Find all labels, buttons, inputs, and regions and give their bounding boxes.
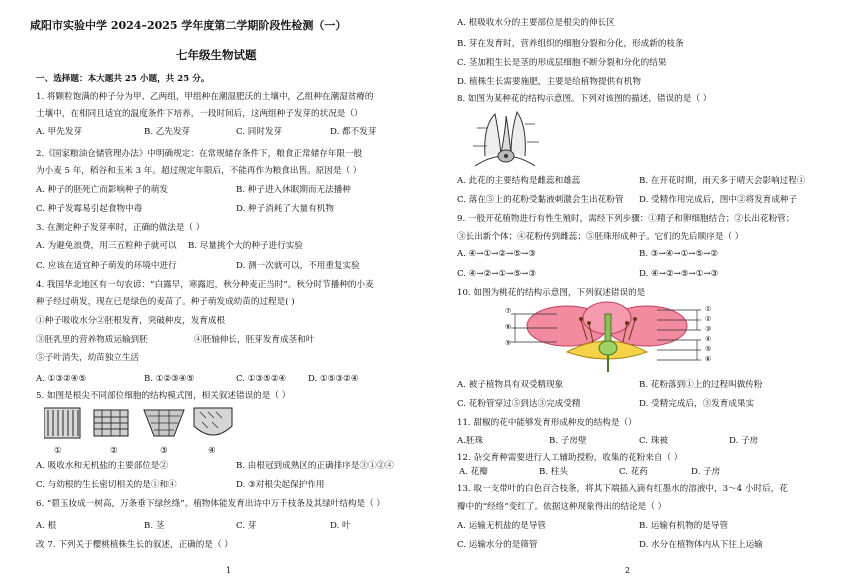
q12-option: C. 花药 [619, 467, 648, 477]
q9-stem: ③长出新个体；④花粉传到雌蕊；⑤胚珠形成种子。它们的先后顺序是（ ） [457, 232, 744, 242]
exam-title: 咸阳市实验中学 2024–2025 学年度第二学期阶段性检测（一） [30, 19, 347, 32]
q1-stem: 土壤中，在相同且适宜的温度条件下培养，一段时间后，这两组种子发芽的状况是（） [36, 109, 363, 119]
q8-option: C. 落在⑤上的花粉受黏液刺激会生出花粉管 [457, 195, 624, 205]
root-cell-4 [194, 408, 232, 435]
q11-option: D. 子房 [729, 436, 759, 446]
q1-stem: 1. 将颗粒饱满的种子分为甲、乙两组，甲组种在潮湿肥沃的土壤中，乙组种在潮湿贫瘠的 [36, 92, 374, 102]
q7-option: C. 茎加粗生长是茎的形成层细胞不断分裂和分化的结果 [457, 58, 667, 68]
q6-option: C. 芽 [236, 521, 257, 531]
q10-option: D. 受精完成后，③发育成果实 [639, 399, 755, 409]
q11-option: B. 子房壁 [549, 436, 587, 446]
q6-option: A. 根 [36, 521, 57, 531]
q9-stem: 9. 一般开花植物进行有性生殖时，需经下列步骤：①精子和卵细胞结合；②长出花粉管； [457, 214, 795, 224]
q1-option: C. 同时发芽 [236, 127, 283, 137]
q12-option: A. 花瓣 [459, 467, 488, 477]
flower-structure-figure [465, 106, 547, 172]
section-heading: 一、选择题：本大题共 25 小题，共 25 分。 [36, 74, 210, 84]
q3-option: C. 应该在适宜种子萌发的环境中进行 [36, 261, 177, 271]
q7-option: D. 植株生长需要施肥，主要是给植物提供有机物 [457, 77, 641, 87]
q8-option: A. 此花的主要结构是雌蕊和雄蕊 [457, 176, 581, 186]
q13-option: B. 运输有机物的是导管 [639, 521, 729, 531]
q5-option: A. 吸收水和无机盐的主要部位是② [36, 461, 168, 471]
q10-stem: 10. 如图为桃花的结构示意图，下列叙述错误的是 [457, 288, 646, 298]
q3-option: B. 尽量挑个大的种子进行实验 [188, 241, 303, 251]
q3-stem: 3. 在测定种子发芽率时，正确的做法是（ ） [36, 223, 205, 233]
q11-option: C. 珠被 [639, 436, 668, 446]
root-cell-2 [94, 410, 128, 436]
figure-label: ④ [705, 335, 712, 343]
q13-stem: 13. 取一支带叶的白色百合枝条，将其下端插入滴有红墨水的溶液中，3～4 小时后，花 [457, 484, 788, 494]
q4-stem: 4. 我国华北地区有一句农谚：“白露早，寒露迟，秋分种麦正当时”。秋分时节播种的小麦 [36, 280, 374, 290]
q12-option: D. 子房 [691, 467, 721, 477]
q4-stem: 种子经过萌发，现在已是绿色的麦苗了。种子萌发成幼苗的过程是( ) [36, 297, 295, 307]
q9-option: C. ④→②→①→⑤→③ [457, 269, 537, 279]
page-number: 1 [226, 566, 232, 575]
q4-option: B. ①②③④⑤ [144, 374, 195, 384]
q4-item: ⑤子叶消失，幼苗独立生活 [36, 353, 140, 363]
figure-label: ③ [160, 446, 168, 456]
q7-stem: 改 7. 下列关于樱桃植株生长的叙述，正确的是（ ） [36, 540, 233, 550]
q8-option: D. 受精作用完成后，图中②将发育成种子 [639, 195, 798, 205]
q9-option: A. ④→①→②→⑤→③ [457, 249, 536, 259]
q2-option: A. 种子的胚死亡而影响种子的萌发 [36, 185, 168, 195]
q3-option: D. 测一次就可以，不用重复实验 [236, 261, 360, 271]
figure-label: ② [110, 446, 118, 456]
figure-label: ⑨ [505, 339, 512, 347]
q4-option: D. ①⑤③②④ [308, 374, 359, 384]
q7-option: A. 根吸收水分的主要部位是根尖的伸长区 [457, 18, 615, 28]
q5-option: B. 由根冠到成熟区的正确排序是③①②④ [236, 461, 394, 471]
q13-option: A. 运输无机盐的是导管 [457, 521, 547, 531]
page-number: 2 [625, 566, 631, 575]
root-cells-figure [44, 406, 234, 446]
q1-option: A. 甲先发芽 [36, 127, 83, 137]
q5-option: D. ③对根尖起保护作用 [236, 480, 325, 490]
figure-label: ⑧ [505, 323, 512, 331]
figure-label: ⑦ [505, 307, 512, 315]
q13-stem: 瓣中的“经络”变红了。依据这种现象得出的结论是（ ） [457, 502, 667, 512]
figure-label: ⑥ [705, 355, 712, 363]
figure-label: ① [705, 305, 712, 313]
q2-option: C. 种子发霉易引起食物中毒 [36, 204, 143, 214]
q6-stem: 6. “碧玉妆成一树高，万条垂下绿丝绦”。植物体能发育出诗中万千枝条及其绿叶结构是（ ） [36, 499, 386, 509]
q4-option: A. ①③②④⑤ [36, 374, 87, 384]
q12-stem: 12. 杂交育种需要进行人工辅助授粉，收集的花粉来自（ ） [457, 453, 683, 463]
q5-stem: 5. 如图是根尖不同部位细胞的结构模式图，相关叙述错误的是（ ） [36, 391, 291, 401]
q6-option: B. 茎 [144, 521, 165, 531]
q2-stem: 2.《国家粮油仓储管理办法》中明确规定：在常规储存条件下，粮食正常储存年限一般 [36, 149, 363, 159]
figure-label: ① [54, 446, 62, 456]
q11-stem: 11. 甜椒的花中能够发育形成种皮的结构是（） [457, 418, 637, 428]
q2-stem: 为小麦 5 年，稻谷和玉米 3 年。超过规定年限后，不能再作为粮食出售。原因是（ ） [36, 166, 362, 176]
figure-label: ② [705, 315, 712, 323]
q4-item: ③胚乳里的营养物质运输到胚 [36, 335, 148, 345]
q4-option: C. ①③⑤②④ [236, 374, 287, 384]
q4-item: ①种子吸收水分②胚根发育，突破种皮，发育成根 [36, 316, 226, 326]
q5-option: C. 与幼根的生长密切相关的是①和④ [36, 480, 177, 490]
q9-option: D. ④→②→⑤→①→③ [639, 269, 719, 279]
q3-option: A. 为避免浪费，用三五粒种子就可以 [36, 241, 177, 251]
root-cell-3 [144, 410, 184, 436]
q8-option: B. 在开花时期，雨天多于晴天会影响过程① [639, 176, 806, 186]
q10-option: B. 花粉落到①上的过程叫做传粉 [639, 380, 763, 390]
q9-option: B. ③→④→①→⑤→② [639, 249, 719, 259]
q10-option: C. 花粉管穿过⑤到达③完成受精 [457, 399, 581, 409]
q8-stem: 8. 如图为某种花的结构示意图。下列对该图的描述，错误的是（ ） [457, 94, 712, 104]
exam-subtitle: 七年级生物试题 [176, 48, 257, 62]
root-cell-1 [44, 408, 80, 438]
q13-option: D. 水分在植物体内从下往上运输 [639, 540, 763, 550]
q11-option: A.胚珠 [457, 436, 484, 446]
q2-option: B. 种子进入休眠期而无法播种 [236, 185, 351, 195]
q1-option: D. 都不发芽 [330, 127, 377, 137]
q2-option: D. 种子消耗了大量有机物 [236, 204, 334, 214]
q4-item: ④胚轴伸长，胚芽发育成茎和叶 [194, 335, 315, 345]
figure-label: ⑤ [705, 345, 712, 353]
q10-option: A. 被子植物具有双受精现象 [457, 380, 564, 390]
figure-label: ④ [208, 446, 216, 456]
q6-option: D. 叶 [330, 521, 351, 531]
figure-label: ③ [705, 325, 712, 333]
q13-option: C. 运输水分的是筛管 [457, 540, 538, 550]
q7-option: B. 芽在发育时，营养组织的细胞分裂和分化，形成新的枝条 [457, 39, 684, 49]
q1-option: B. 乙先发芽 [144, 127, 191, 137]
peach-blossom-figure [497, 300, 727, 374]
q12-option: B. 柱头 [539, 467, 568, 477]
